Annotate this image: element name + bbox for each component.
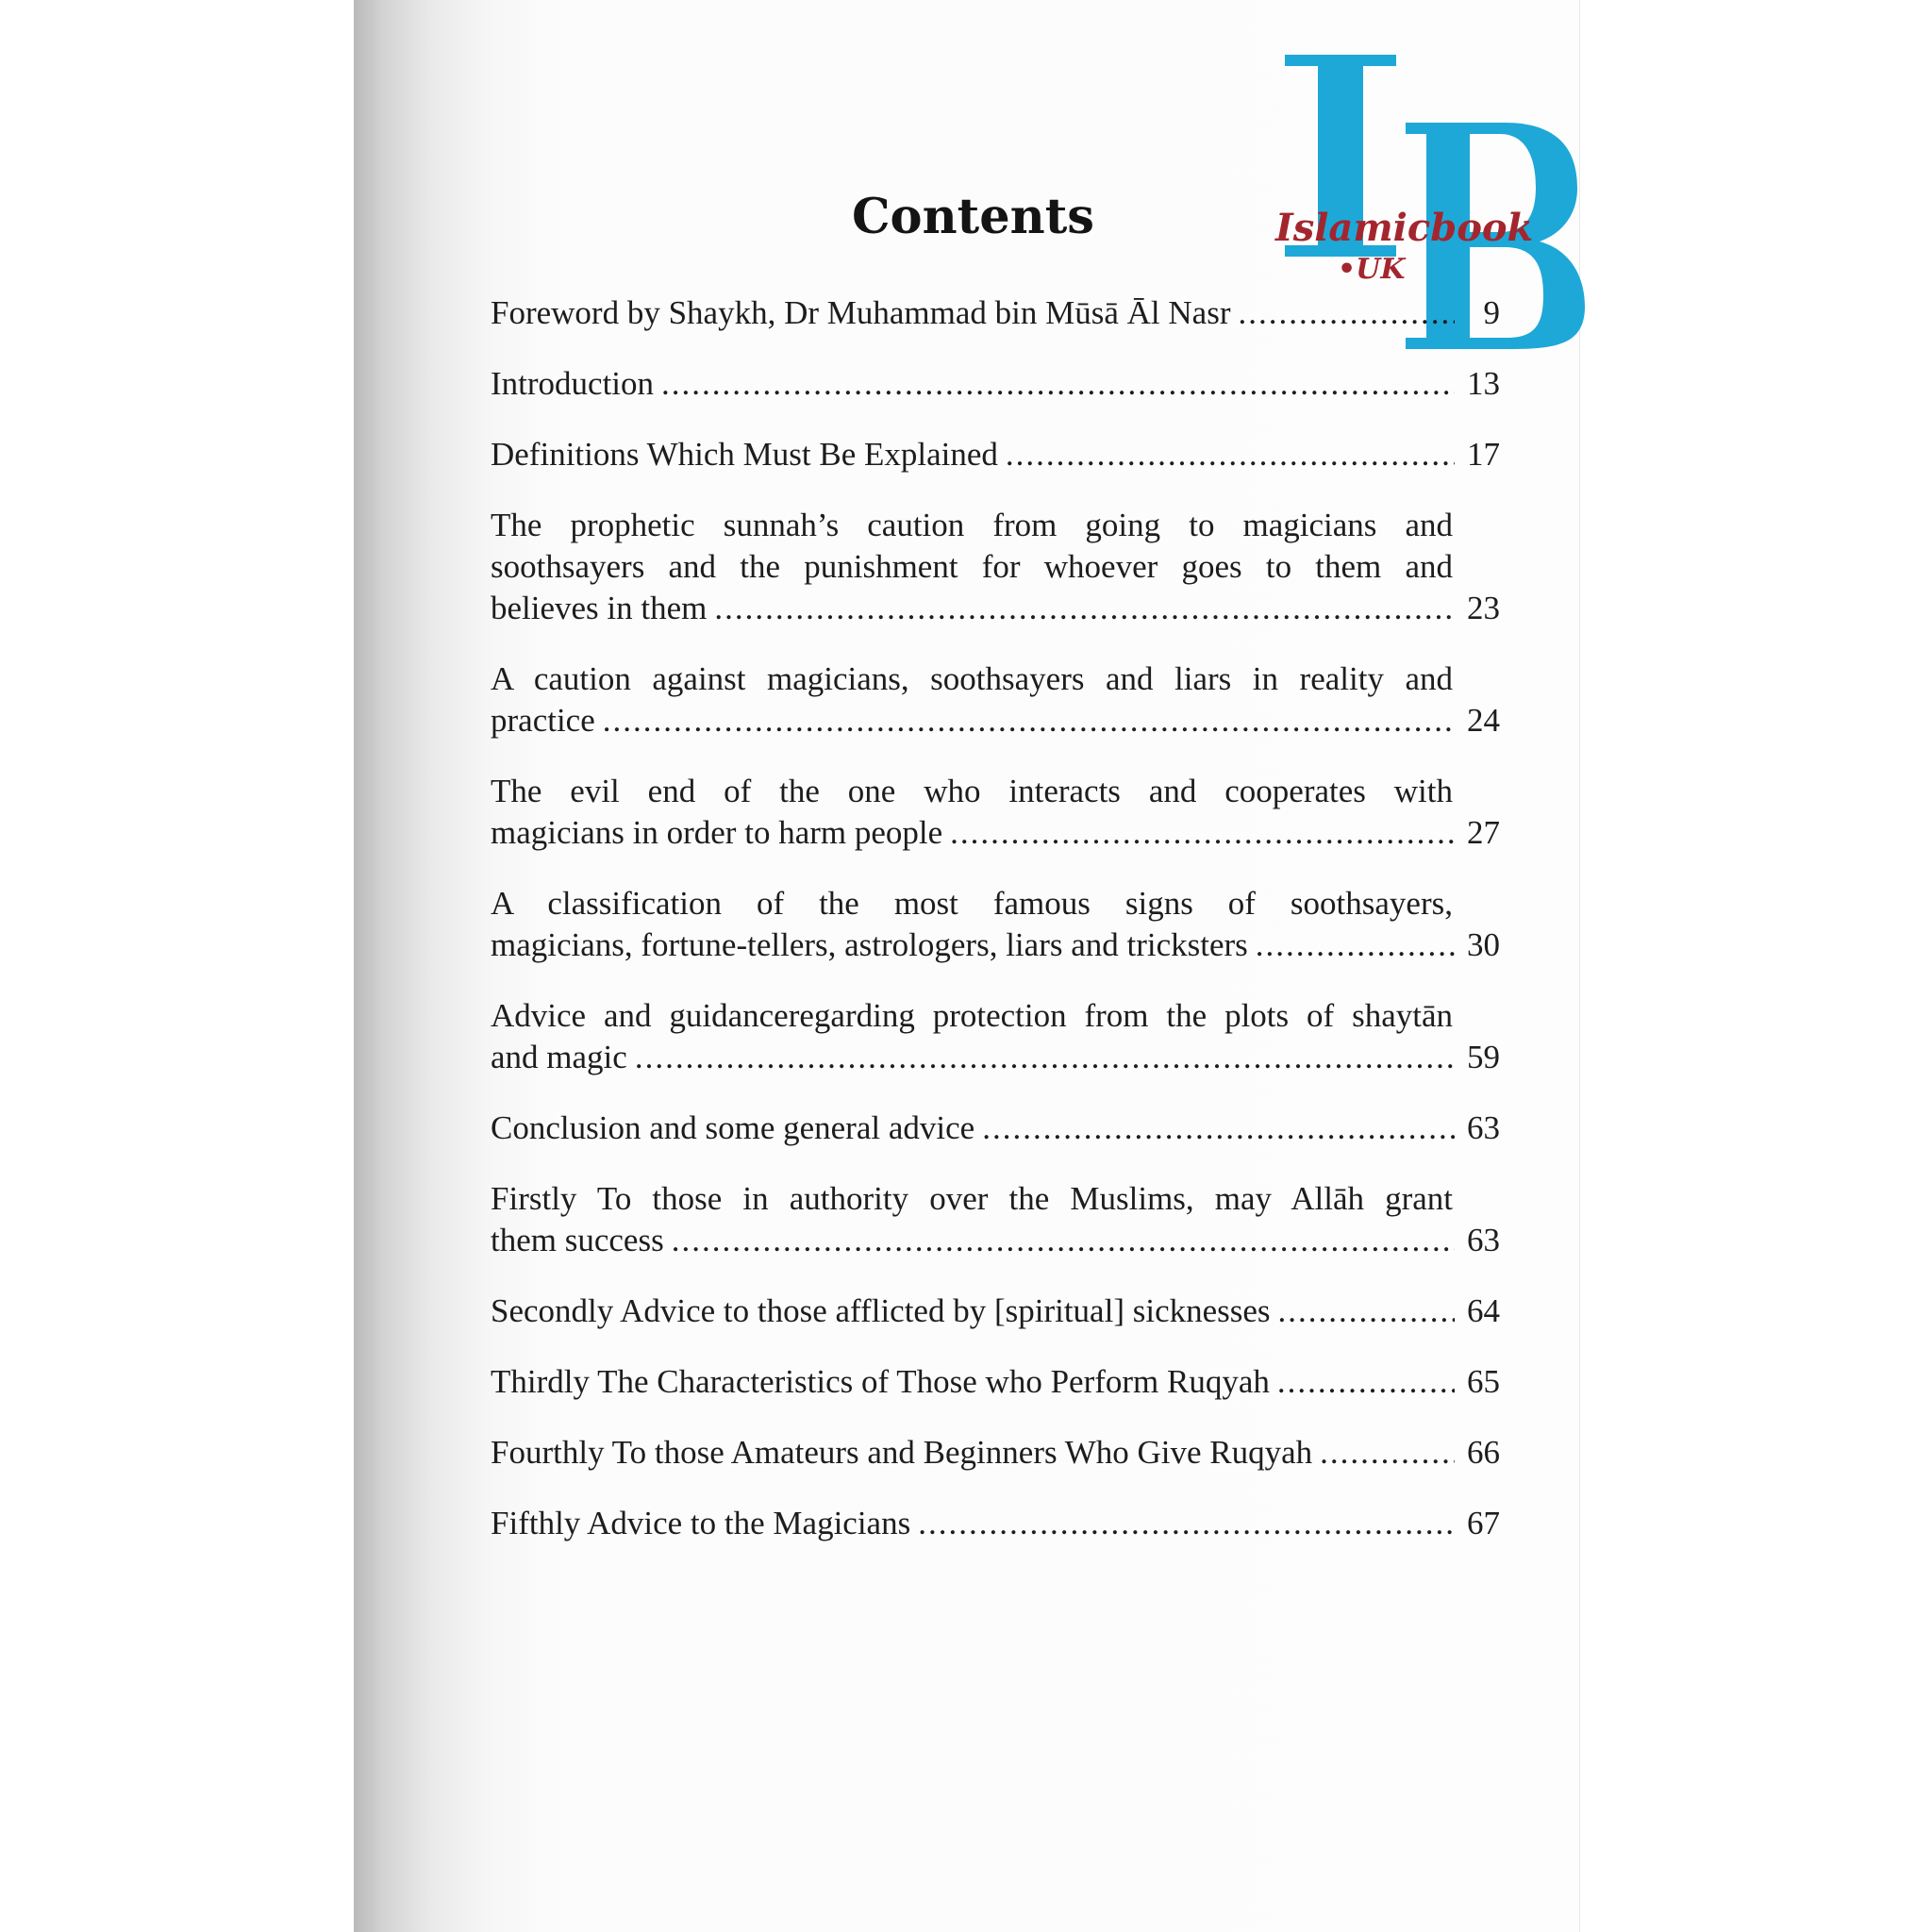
toc-entry-title: magicians in order to harm people <box>491 814 943 851</box>
toc-entry-title: believes in them <box>491 590 708 626</box>
toc-page-number: 27 <box>1467 814 1500 851</box>
toc-entry <box>491 1291 1500 1332</box>
toc-entry-line: The prophetic sunnah’s caution from going to magicians and <box>491 507 1453 543</box>
toc-entry-final-line <box>491 1037 1500 1078</box>
toc-entry <box>491 292 1500 334</box>
dot-leader <box>1320 1432 1455 1474</box>
logo-sub-text: •UK <box>1338 253 1406 286</box>
toc-entry-title: Foreword by Shaykh, Dr Muhammad bin Mūsā Āl Nasr <box>491 294 1231 331</box>
toc-entry <box>491 1108 1500 1149</box>
toc-entry-title: Thirdly The Characteristics of Those who Perform Ruqyah <box>491 1363 1270 1400</box>
toc-entry-final-line <box>491 1361 1500 1403</box>
dot-leader <box>1239 292 1456 334</box>
toc-entry-title: Conclusion and some general advice <box>491 1109 975 1146</box>
toc-entry-title: Fourthly To those Amateurs and Beginners Who Give Ruqyah <box>491 1434 1313 1471</box>
toc-entry-title: Fifthly Advice to the Magicians <box>491 1505 911 1541</box>
toc-page-number: 67 <box>1467 1505 1500 1541</box>
table-of-contents <box>491 292 1500 1574</box>
toc-entry-final-line <box>491 924 1500 966</box>
toc-page-number: 30 <box>1467 926 1500 963</box>
toc-entry <box>491 1361 1500 1403</box>
toc-entry-final-line <box>491 292 1500 334</box>
toc-entry <box>491 1432 1500 1474</box>
toc-entry-line: A classification of the most famous signs of soothsayers, <box>491 885 1453 922</box>
dot-leader <box>1006 434 1455 475</box>
dot-leader <box>982 1108 1455 1149</box>
toc-page-number: 63 <box>1467 1109 1500 1146</box>
dot-leader <box>918 1503 1455 1544</box>
toc-entry <box>491 995 1500 1078</box>
toc-entry-final-line <box>491 588 1500 629</box>
logo-brand-text: Islamicbook <box>1275 206 1534 250</box>
toc-entry <box>491 771 1500 854</box>
toc-entry <box>491 658 1500 741</box>
toc-entry-line: The evil end of the one who interacts and cooperates with <box>491 773 1453 809</box>
toc-entry <box>491 883 1500 966</box>
toc-page-number: 13 <box>1467 365 1500 402</box>
toc-entry-title: Secondly Advice to those afflicted by [spiritual] sicknesses <box>491 1292 1271 1329</box>
toc-page-number: 24 <box>1467 702 1500 739</box>
dot-leader <box>635 1037 1455 1078</box>
dot-leader <box>950 812 1455 854</box>
toc-entry-title: magicians, fortune-tellers, astrologers, liars and tricksters <box>491 926 1248 963</box>
toc-entry <box>491 434 1500 475</box>
toc-entry-final-line <box>491 812 1500 854</box>
toc-entry-line: A caution against magicians, soothsayers and liars in reality and <box>491 660 1453 697</box>
toc-entry-final-line <box>491 1432 1500 1474</box>
toc-entry-title: and magic <box>491 1039 627 1075</box>
dot-leader <box>1277 1361 1455 1403</box>
toc-entry <box>491 1178 1500 1261</box>
toc-entry-line: Firstly To those in authority over the Muslims, may Allāh grant <box>491 1180 1453 1217</box>
toc-entry <box>491 363 1500 405</box>
toc-entry-final-line <box>491 1291 1500 1332</box>
toc-page-number: 23 <box>1467 590 1500 626</box>
dot-leader <box>1278 1291 1455 1332</box>
toc-entry-line: Advice and guidanceregarding protection from the plots of shaytān <box>491 997 1453 1034</box>
toc-entry <box>491 505 1500 629</box>
toc-entry-final-line <box>491 434 1500 475</box>
toc-entry-line: soothsayers and the punishment for whoever goes to them and <box>491 548 1453 585</box>
toc-page-number: 9 <box>1483 294 1500 331</box>
toc-page-number: 17 <box>1467 436 1500 473</box>
toc-page-number: 66 <box>1467 1434 1500 1471</box>
page-title: Contents <box>851 189 1095 245</box>
toc-page-number: 65 <box>1467 1363 1500 1400</box>
dot-leader <box>1256 924 1455 966</box>
dot-leader <box>661 363 1455 405</box>
toc-entry-title: Introduction <box>491 365 655 402</box>
toc-page-number: 59 <box>1467 1039 1500 1075</box>
toc-entry-title: them success <box>491 1222 664 1258</box>
dot-leader <box>603 700 1455 741</box>
toc-page-number: 63 <box>1467 1222 1500 1258</box>
toc-entry-final-line <box>491 363 1500 405</box>
toc-entry-final-line <box>491 1503 1500 1544</box>
toc-entry <box>491 1503 1500 1544</box>
toc-entry-final-line <box>491 700 1500 741</box>
toc-entry-title: practice <box>491 702 595 739</box>
toc-entry-title: Definitions Which Must Be Explained <box>491 436 998 473</box>
toc-entry-final-line <box>491 1108 1500 1149</box>
toc-page-number: 64 <box>1467 1292 1500 1329</box>
toc-entry-final-line <box>491 1220 1500 1261</box>
dot-leader <box>672 1220 1455 1261</box>
dot-leader <box>714 588 1455 629</box>
